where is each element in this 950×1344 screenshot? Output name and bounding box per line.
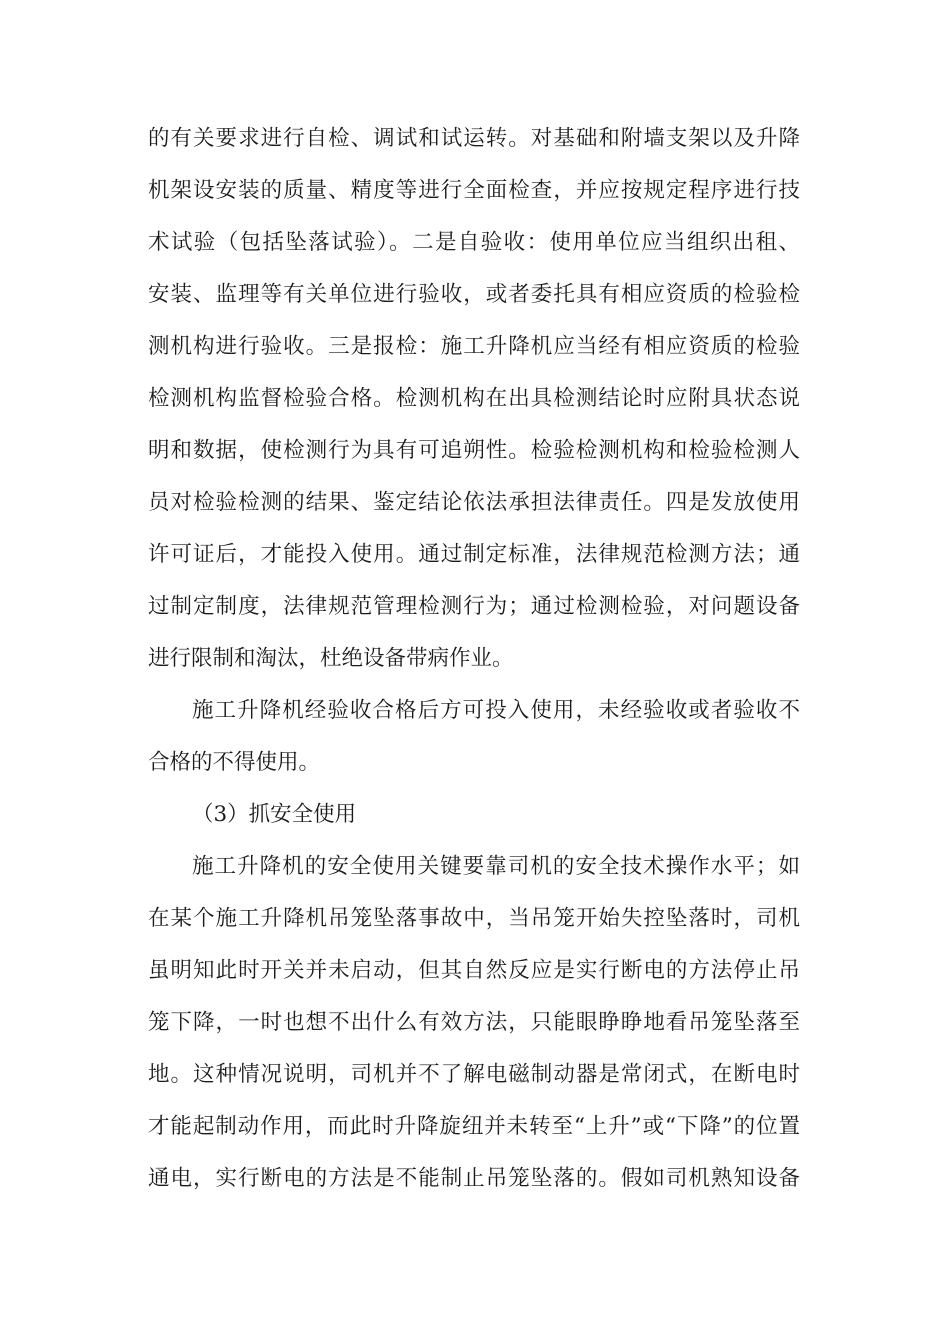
section-heading: （3）抓安全使用 [192, 802, 357, 827]
text-line: 术试验（包括坠落试验）。二是自验收：使用单位应当组织出租、 [148, 230, 800, 255]
text-line: 测机构进行验收。三是报检：施工升降机应当经有相应资质的检验 [148, 334, 800, 359]
paragraph-first-line: 施工升降机的安全使用关键要靠司机的安全技术操作水平；如 [192, 854, 800, 879]
paragraph-first-line: 施工升降机经验收合格后方可投入使用，未经验收或者验收不 [192, 698, 800, 723]
text-line: 许可证后，才能投入使用。通过制定标准，法律规范检测方法；通 [148, 542, 800, 567]
text-line: 机架设安装的质量、精度等进行全面检查，并应按规定程序进行技 [148, 178, 800, 203]
text-line: 检测机构监督检验合格。检测机构在出具检测结论时应附具状态说 [148, 386, 800, 411]
text-line: 虽明知此时开关并未启动，但其自然反应是实行断电的方法停止吊 [148, 958, 800, 983]
text-line: 地。这种情况说明，司机并不了解电磁制动器是常闭式，在断电时 [148, 1062, 800, 1087]
body-text [148, 113, 800, 1205]
text-line: 安装、监理等有关单位进行验收，或者委托具有相应资质的检验检 [148, 282, 800, 307]
text-line: 进行限制和淘汰，杜绝设备带病作业。 [148, 646, 514, 671]
text-line: 通电，实行断电的方法是不能制止吊笼坠落的。假如司机熟知设备 [148, 1166, 800, 1191]
text-line: 合格的不得使用。 [148, 750, 321, 775]
text-line: 的有关要求进行自检、调试和试运转。对基础和附墙支架以及升降 [148, 126, 800, 151]
text-line: 笼下降，一时也想不出什么有效方法，只能眼睁睁地看吊笼坠落至 [148, 1010, 800, 1035]
text-line: 明和数据，使检测行为具有可追朔性。检验检测机构和检验检测人 [148, 438, 800, 463]
text-line: 才能起制动作用，而此时升降旋纽并未转至“上升”或“下降”的位置 [148, 1114, 800, 1139]
text-line: 员对检验检测的结果、鉴定结论依法承担法律责任。四是发放使用 [148, 490, 800, 515]
text-line: 过制定制度，法律规范管理检测行为；通过检测检验，对问题设备 [148, 594, 800, 619]
text-line: 在某个施工升降机吊笼坠落事故中，当吊笼开始失控坠落时，司机 [148, 906, 800, 931]
